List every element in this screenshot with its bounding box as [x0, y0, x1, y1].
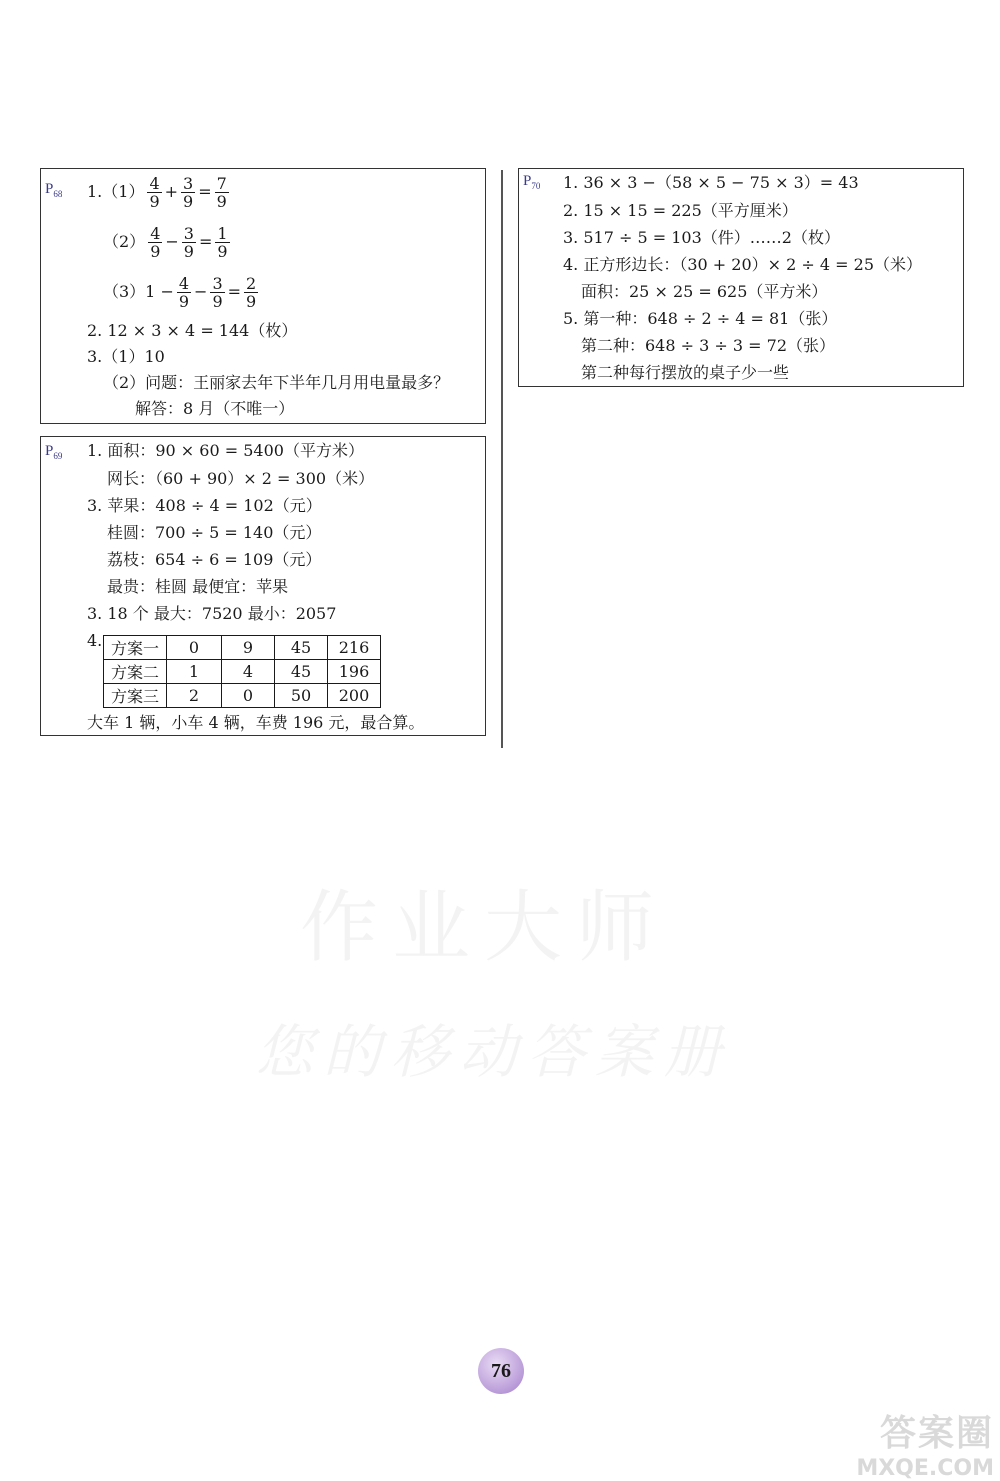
page-label-p69: $P_{69}$ — [45, 443, 63, 461]
table-row: 方案三 2 0 50 200 — [104, 684, 381, 708]
page-label-p70: $P_{70}$ — [523, 173, 541, 191]
plan-table — [103, 635, 381, 708]
p68-q3-answer: 解答：8 月（不唯一） — [135, 399, 295, 418]
p68-q3-2: （2）问题：王丽家去年下半年几月用电量最多？ — [103, 373, 450, 392]
column-divider — [501, 170, 503, 748]
p70-q4-area: 面积：25 × 25 = 625（平方米） — [581, 282, 828, 301]
p68-q2: 2. 12 × 3 × 4 = 144（枚） — [87, 321, 298, 340]
p69-q3b: 3. 18 个 最大：7520 最小：2057 — [87, 604, 337, 623]
p69-q3-lychee: 荔枝：654 ÷ 6 = 109（元） — [107, 550, 322, 569]
p69-q4-label: 4. — [87, 631, 103, 650]
watermark-title: 作业大师 — [300, 883, 669, 973]
p68-q1-2: （2） $\frac{4}{9}$ − $\frac{3}{9}$ = $\frac{1}{9}$ — [103, 224, 228, 261]
p68-q1-1: 1.（1） $\frac{4}{9}$ + $\frac{3}{9}$ = $\frac{7}{9}$ — [87, 174, 227, 211]
p69-q4-conclusion: 大车 1 辆，小车 4 辆，车费 196 元，最合算。 — [87, 713, 425, 732]
p69-q3-apple: 3. 苹果：408 ÷ 4 = 102（元） — [87, 496, 322, 515]
watermark-subtitle: 您的移动答案册 — [255, 1018, 732, 1086]
table-row: 方案一 0 9 45 216 — [104, 636, 381, 660]
p70-q4-side: 4. 正方形边长：（30 + 20）× 2 ÷ 4 = 25（米） — [563, 255, 923, 274]
page-label-p68: $P_{68}$ — [45, 181, 63, 199]
p68-answer-box — [40, 168, 486, 424]
p70-q5-conclusion: 第二种每行摆放的桌子少一些 — [581, 363, 790, 382]
p70-q5-second: 第二种：648 ÷ 3 ÷ 3 = 72（张） — [581, 336, 835, 355]
p70-answer-box — [518, 168, 964, 387]
p69-q3-conclusion: 最贵：桂圆 最便宜：苹果 — [107, 577, 289, 596]
p70-q2: 2. 15 × 15 = 225（平方厘米） — [563, 201, 798, 220]
p69-q3-longan: 桂圆：700 ÷ 5 = 140（元） — [107, 523, 322, 542]
p70-q1: 1. 36 × 3 −（58 × 5 − 75 × 3）= 43 — [563, 173, 859, 192]
p69-answer-box — [40, 436, 486, 736]
page-number: 76 — [478, 1348, 524, 1394]
table-row: 方案二 1 4 45 196 — [104, 660, 381, 684]
p69-q1-perimeter: 网长：（60 + 90）× 2 = 300（米） — [107, 469, 375, 488]
p70-q3: 3. 517 ÷ 5 = 103（件）……2（枚） — [563, 228, 840, 247]
corner-watermark-logo: 答案圈 MXQE.COM — [856, 1413, 994, 1481]
p69-q1-area: 1. 面积：90 × 60 = 5400（平方米） — [87, 441, 364, 460]
p68-q1-3: （3）1 − $\frac{4}{9}$ − $\frac{3}{9}$ = $\frac{2}{9}$ — [103, 274, 257, 311]
p68-q3-1: 3.（1）10 — [87, 347, 165, 366]
p70-q5-first: 5. 第一种：648 ÷ 2 ÷ 4 = 81（张） — [563, 309, 838, 328]
